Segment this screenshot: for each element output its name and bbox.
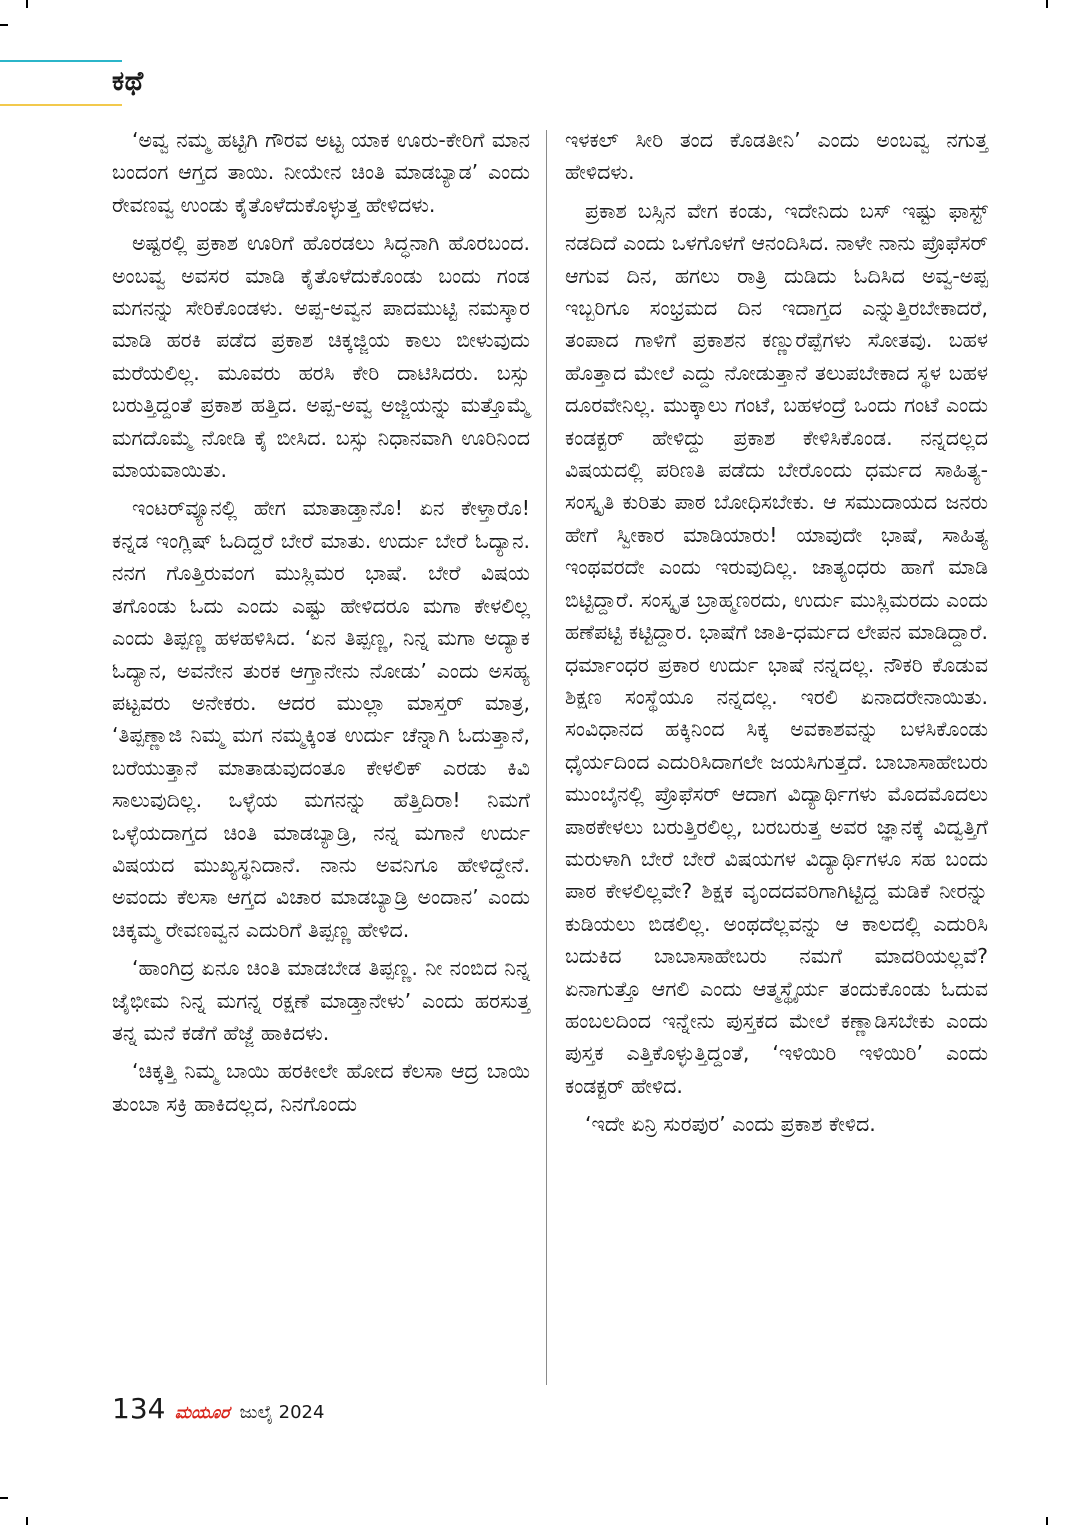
section-accent-line-bottom: [0, 104, 122, 106]
article-column-right: [565, 124, 988, 1141]
paragraph: ಅಷ್ಟರಲ್ಲಿ ಪ್ರಕಾಶ ಊರಿಗೆ ಹೊರಡಲು ಸಿದ್ಧನಾಗಿ ಹೊರಬಂದ. ಅಂಬವ್ವ ಅವಸರ ಮಾಡಿ ಕೈತೊಳೆದುಕೊಂಡು ಬಂದು ಗಂಡ ಮಗನನ್ನು ಸೇರಿಕೊಂಡಳು. ಅಪ್ಪ-ಅವ್ವನ ಪಾದಮುಟ್ಟಿ ನಮಸ್ಕಾರ ಮಾಡಿ ಹರಕಿ ಪಡೆದ ಪ್ರಕಾಶ ಚಿಕ್ಕಜ್ಜಿಯ ಕಾಲು ಬೀಳುವುದು ಮರೆಯಲಿಲ್ಲ. ಮೂವರು ಹರಸಿ ಕೇರಿ ದಾಟಿಸಿದರು. ಬಸ್ಸು ಬರುತ್ತಿದ್ದಂತೆ ಪ್ರಕಾಶ ಹತ್ತಿದ. ಅಪ್ಪ-ಅವ್ವ ಅಜ್ಜಿಯನ್ನು ಮತ್ತೊಮ್ಮೆ ಮಗದೊಮ್ಮೆ ನೋಡಿ ಕೈ ಬೀಸಿದ. ಬಸ್ಸು ನಿಧಾನವಾಗಿ ಊರಿನಿಂದ ಮಾಯವಾಯಿತು.: [112, 231, 530, 483]
issue-date: ಜುಲೈ 2024: [239, 1402, 325, 1423]
magazine-logo: ಮಯೂರ: [174, 1403, 231, 1423]
crop-mark-top-left: [26, 0, 28, 8]
column-divider: [546, 130, 547, 1385]
article-column-left: [112, 124, 530, 1120]
crop-mark-bottom-left: [26, 1517, 28, 1525]
crop-mark-bottom-right: [1046, 1517, 1048, 1525]
paragraph: ‘ಅವ್ವ ನಮ್ಮ ಹಟ್ಟಿಗಿ ಗೌರವ ಅಟ್ಟ ಯಾಕ ಊರು-ಕೇರಿಗೆ ಮಾನ ಬಂದಂಗ ಆಗ್ತದ ತಾಯಿ. ನೀಯೇನ ಚಿಂತಿ ಮಾಡಬ್ಯಾಡ’ ಎಂದು ರೇವಣವ್ವ ಉಂಡು ಕೈತೊಳೆದುಕೊಳ್ಳುತ್ತ ಹೇಳಿದಳು.: [112, 128, 530, 217]
crop-mark-left-lower: [0, 1497, 8, 1499]
paragraph: ಪ್ರಕಾಶ ಬಸ್ಸಿನ ವೇಗ ಕಂಡು, ಇದೇನಿದು ಬಸ್ ಇಷ್ಟು ಫಾಸ್ಟ್ ನಡದಿದೆ ಎಂದು ಒಳಗೊಳಗೆ ಆನಂದಿಸಿದ. ನಾಳೇ ನಾನು ಪ್ರೊಫೆಸರ್ ಆಗುವ ದಿನ, ಹಗಲು ರಾತ್ರಿ ದುಡಿದು ಓದಿಸಿದ ಅವ್ವ-ಅಪ್ಪ ಇಬ್ಬರಿಗೂ ಸಂಭ್ರಮದ ದಿನ ಇದಾಗ್ತದ ಎನ್ನುತ್ತಿರಬೇಕಾದರೆ, ತಂಪಾದ ಗಾಳಿಗೆ ಪ್ರಕಾಶನ ಕಣ್ಣುರೆಪ್ಪೆಗಳು ಸೋತವು. ಬಹಳ ಹೊತ್ತಾದ ಮೇಲೆ ಎದ್ದು ನೋಡುತ್ತಾನೆ ತಲುಪಬೇಕಾದ ಸ್ಥಳ ಬಹಳ ದೂರವೇನಿಲ್ಲ. ಮುಕ್ಕಾಲು ಗಂಟೆ, ಬಹಳಂದ್ರೆ ಒಂದು ಗಂಟೆ ಎಂದು ಕಂಡಕ್ಟರ್ ಹೇಳಿದ್ದು ಪ್ರಕಾಶ ಕೇಳಿಸಿಕೊಂಡ. ನನ್ನದಲ್ಲದ ವಿಷಯದಲ್ಲಿ ಪರಿಣತಿ ಪಡೆದು ಬೇರೊಂದು ಧರ್ಮದ ಸಾಹಿತ್ಯ-ಸಂಸ್ಕೃತಿ ಕುರಿತು ಪಾಠ ಬೋಧಿಸಬೇಕು. ಆ ಸಮುದಾಯದ ಜನರು ಹೇಗೆ ಸ್ವೀಕಾರ ಮಾಡಿಯಾರು! ಯಾವುದೇ ಭಾಷೆ, ಸಾಹಿತ್ಯ ಇಂಥವರದೇ ಎಂದು ಇರುವುದಿಲ್ಲ. ಜಾತ್ಯಂಧರು ಹಾಗೆ ಮಾಡಿ ಬಿಟ್ಟಿದ್ದಾರೆ. ಸಂಸ್ಕೃತ ಬ್ರಾಹ್ಮಣರದು, ಉರ್ದು ಮುಸ್ಲಿಮರದು ಎಂದು ಹಣೆಪಟ್ಟಿ ಕಟ್ಟಿದ್ದಾರ. ಭಾಷೆಗೆ ಜಾತಿ-ಧರ್ಮದ ಲೇಪನ ಮಾಡಿದ್ದಾರೆ. ಧರ್ಮಾಂಧರ ಪ್ರಕಾರ ಉರ್ದು ಭಾಷೆ ನನ್ನದಲ್ಲ. ನೌಕರಿ ಕೊಡುವ ಶಿಕ್ಷಣ ಸಂಸ್ಥೆಯೂ ನನ್ನದಲ್ಲ. ಇರಲಿ ಏನಾದರೇನಾಯಿತು. ಸಂವಿಧಾನದ ಹಕ್ಕಿನಿಂದ ಸಿಕ್ಕ ಅವಕಾಶವನ್ನು ಬಳಸಿಕೊಂಡು ಧೈರ್ಯದಿಂದ ಎದುರಿಸಿದಾಗಲೇ ಜಯಸಿಗುತ್ತದೆ. ಬಾಬಾಸಾಹೇಬರು ಮುಂಬೈನಲ್ಲಿ ಪ್ರೊಫೆಸರ್ ಆದಾಗ ವಿದ್ಯಾರ್ಥಿಗಳು ಮೊದಮೊದಲು ಪಾಠಕೇಳಲು ಬರುತ್ತಿರಲಿಲ್ಲ, ಬರಬರುತ್ತ ಅವರ ಜ್ಞಾನಕ್ಕೆ ವಿದ್ವತ್ತಿಗೆ ಮರುಳಾಗಿ ಬೇರೆ ಬೇರೆ ವಿಷಯಗಳ ವಿದ್ಯಾರ್ಥಿಗಳೂ ಸಹ ಬಂದು ಪಾಠ ಕೇಳಲಿಲ್ಲವೇ? ಶಿಕ್ಷಕ ವೃಂದದವರಿಗಾಗಿಟ್ಟಿದ್ದ ಮಡಿಕೆ ನೀರನ್ನು ಕುಡಿಯಲು ಬಿಡಲಿಲ್ಲ. ಅಂಥದೆಲ್ಲವನ್ನು ಆ ಕಾಲದಲ್ಲಿ ಎದುರಿಸಿ ಬದುಕಿದ ಬಾಬಾಸಾಹೇಬರು ನಮಗೆ ಮಾದರಿಯಲ್ಲವೆ? ಏನಾಗುತ್ತೊ ಆಗಲಿ ಎಂದು ಆತ್ಮಸ್ಥೈರ್ಯ ತಂದುಕೊಂಡು ಓದುವ ಹಂಬಲದಿಂದ ಇನ್ನೇನು ಪುಸ್ತಕದ ಮೇಲೆ ಕಣ್ಣಾಡಿಸಬೇಕು ಎಂದು ಪುಸ್ತಕ ಎತ್ತಿಕೊಳ್ಳುತ್ತಿದ್ದಂತೆ, ‘ಇಳಿಯಿರಿ ಇಳಿಯಿರಿ’ ಎಂದು ಕಂಡಕ್ಟರ್ ಹೇಳಿದ.: [565, 198, 988, 1098]
paragraph: ‘ಹಾಂಗಿದ್ರ ಏನೂ ಚಿಂತಿ ಮಾಡಬೇಡ ತಿಪ್ಪಣ್ಣ. ನೀ ನಂಬಿದ ನಿನ್ನ ಜೈಭೀಮ ನಿನ್ನ ಮಗನ್ನ ರಕ್ಷಣೆ ಮಾಡ್ತಾನೇಳು’ ಎಂದು ಹರಸುತ್ತ ತನ್ನ ಮನೆ ಕಡೆಗೆ ಹೆಜ್ಜೆ ಹಾಕಿದಳು.: [112, 956, 530, 1045]
section-accent-line-top: [0, 60, 122, 62]
page-number: 134: [112, 1392, 166, 1425]
crop-mark-left-upper: [0, 24, 8, 26]
page-footer: [112, 1392, 324, 1425]
paragraph-continued: ಇಳಕಲ್ ಸೀರಿ ತಂದ ಕೊಡತೀನಿ’ ಎಂದು ಅಂಬವ್ವ ನಗುತ್ತ ಹೇಳಿದಳು.: [565, 128, 988, 185]
crop-mark-top-right: [1046, 0, 1048, 8]
section-label: ಕಥೆ: [112, 66, 144, 97]
paragraph: ಇಂಟರ್‌ವ್ಯೂನಲ್ಲಿ ಹೇಗ ಮಾತಾಡ್ತಾನೊ! ಏನ ಕೇಳ್ತಾರೊ! ಕನ್ನಡ ಇಂಗ್ಲಿಷ್ ಓದಿದ್ದರೆ ಬೇರೆ ಮಾತು. ಉರ್ದು ಬೇರೆ ಓದ್ಯಾನ. ನನಗ ಗೊತ್ತಿರುವಂಗ ಮುಸ್ಲಿಮರ ಭಾಷೆ. ಬೇರೆ ವಿಷಯ ತಗೊಂಡು ಓದು ಎಂದು ಎಷ್ಟು ಹೇಳಿದರೂ ಮಗಾ ಕೇಳಲಿಲ್ಲ ಎಂದು ತಿಪ್ಪಣ್ಣ ಹಳಹಳಿಸಿದ. ‘ಏನ ತಿಪ್ಪಣ್ಣ, ನಿನ್ನ ಮಗಾ ಅದ್ಯಾಕ ಓದ್ಯಾನ, ಅವನೇನ ತುರಕ ಆಗ್ತಾನೇನು ನೋಡು’ ಎಂದು ಅಸಹ್ಯ ಪಟ್ಟವರು ಅನೇಕರು. ಆದರ ಮುಲ್ಲಾ ಮಾಸ್ತರ್ ಮಾತ್ರ, ‘ತಿಪ್ಪಣ್ಣಾಜಿ ನಿಮ್ಮ ಮಗ ನಮ್ಮಕ್ಕಿಂತ ಉರ್ದು ಚೆನ್ನಾಗಿ ಓದುತ್ತಾನೆ, ಬರೆಯುತ್ತಾನೆ ಮಾತಾಡುವುದಂತೂ ಕೇಳಲಿಕ್ ಎರಡು ಕಿವಿ ಸಾಲುವುದಿಲ್ಲ. ಒಳ್ಳೆಯ ಮಗನನ್ನು ಹೆತ್ತಿದಿರಾ! ನಿಮಗೆ ಒಳ್ಳೆಯದಾಗ್ತದ ಚಿಂತಿ ಮಾಡಬ್ಯಾಡ್ರಿ, ನನ್ನ ಮಗಾನೆ ಉರ್ದು ವಿಷಯದ ಮುಖ್ಯಸ್ಥನಿದಾನೆ. ನಾನು ಅವನಿಗೂ ಹೇಳಿದ್ದೇನೆ. ಅವಂದು ಕೆಲಸಾ ಆಗ್ತದ ವಿಚಾರ ಮಾಡಬ್ಯಾಡ್ರಿ ಅಂದಾನ’ ಎಂದು ಚಿಕ್ಕಮ್ಮ ರೇವಣವ್ವನ ಎದುರಿಗೆ ತಿಪ್ಪಣ್ಣ ಹೇಳಿದ.: [112, 496, 530, 942]
paragraph: ‘ಚಿಕ್ಕತ್ತಿ ನಿಮ್ಮ ಬಾಯಿ ಹರಕೀಲೇ ಹೋದ ಕೆಲಸಾ ಆದ್ರ ಬಾಯಿ ತುಂಬಾ ಸಕ್ರಿ ಹಾಕಿದಲ್ಲದ, ನಿನಗೊಂದು: [112, 1059, 530, 1116]
paragraph: ‘ಇದೇ ಏನ್ರಿ ಸುರಪುರ’ ಎಂದು ಪ್ರಕಾಶ ಕೇಳಿದ.: [585, 1112, 876, 1137]
